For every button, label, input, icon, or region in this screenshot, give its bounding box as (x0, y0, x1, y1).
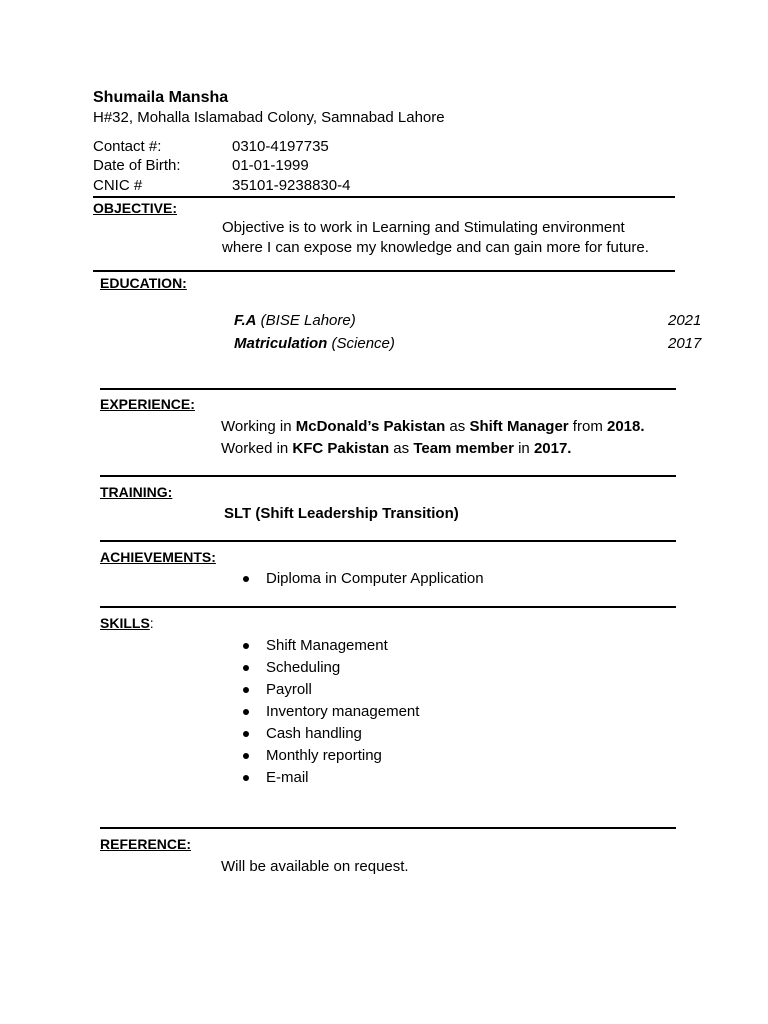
skill-item: Inventory management (266, 703, 420, 720)
dob-value: 01-01-1999 (232, 157, 309, 174)
achievement-item: Diploma in Computer Application (266, 570, 484, 587)
bullet-icon (243, 709, 249, 715)
divider-education (93, 270, 675, 272)
education-degree: Matriculation (234, 335, 328, 352)
divider-training (100, 475, 676, 477)
education-heading: EDUCATION: (100, 275, 187, 291)
skill-item: Monthly reporting (266, 747, 382, 764)
experience-text: Working in (221, 418, 296, 435)
experience-text: as (389, 440, 414, 457)
cnic-label: CNIC # (93, 177, 143, 194)
bullet-icon (243, 687, 249, 693)
experience-line-1 (221, 418, 645, 436)
reference-heading: REFERENCE: (100, 836, 192, 852)
job-title: Shift Manager (469, 418, 569, 435)
education-detail: (BISE Lahore) (260, 312, 356, 329)
candidate-name: Shumaila Mansha (93, 89, 229, 106)
divider-objective (93, 196, 675, 198)
experience-text: as (445, 418, 470, 435)
job-year: 2018. (606, 418, 645, 435)
bullet-icon (243, 753, 249, 759)
cnic-value: 35101-9238830-4 (232, 177, 351, 194)
achievements-heading: ACHIEVEMENTS: (100, 549, 216, 565)
skill-item: E-mail (266, 769, 309, 786)
divider-experience (100, 388, 676, 390)
employer-name: KFC Pakistan (292, 440, 390, 457)
reference-text: Will be available on request. (221, 858, 409, 875)
education-item (234, 335, 395, 353)
skills-heading-text: SKILLS (100, 615, 150, 631)
experience-text: Worked in (221, 440, 293, 457)
education-degree: F.A (234, 312, 257, 329)
objective-heading: OBJECTIVE: (93, 200, 178, 216)
education-year: 2021 (668, 312, 702, 329)
training-item: SLT (Shift Leadership Transition) (224, 505, 459, 522)
bullet-icon (243, 576, 249, 582)
experience-heading: EXPERIENCE: (100, 396, 195, 412)
bullet-icon (243, 665, 249, 671)
skill-item: Shift Management (266, 637, 388, 654)
skill-item: Payroll (266, 681, 312, 698)
bullet-icon (243, 643, 249, 649)
skill-item: Cash handling (266, 725, 362, 742)
education-item (234, 312, 356, 330)
bullet-icon (243, 775, 249, 781)
objective-line-1: Objective is to work in Learning and Stimulating environment (222, 219, 625, 236)
dob-label: Date of Birth: (93, 157, 181, 174)
education-detail: (Science) (331, 335, 395, 352)
skills-heading (100, 614, 154, 632)
training-heading: TRAINING: (100, 484, 173, 500)
address: H#32, Mohalla Islamabad Colony, Samnabad Lahore (93, 109, 445, 126)
objective-line-2: where I can expose my knowledge and can gain more for future. (222, 239, 649, 256)
skills-heading-colon: : (149, 615, 154, 631)
job-year: 2017. (533, 440, 572, 457)
bullet-icon (243, 731, 249, 737)
contact-value: 0310-4197735 (232, 138, 329, 155)
job-title: Team member (413, 440, 514, 457)
divider-reference (100, 827, 676, 829)
contact-label: Contact #: (93, 138, 162, 155)
divider-skills (100, 606, 676, 608)
experience-line-2 (221, 440, 571, 458)
skill-item: Scheduling (266, 659, 341, 676)
education-year: 2017 (668, 335, 702, 352)
divider-achievements (100, 540, 676, 542)
experience-text: from (568, 418, 607, 435)
employer-name: McDonald’s Pakistan (295, 418, 446, 435)
experience-text: in (513, 440, 534, 457)
